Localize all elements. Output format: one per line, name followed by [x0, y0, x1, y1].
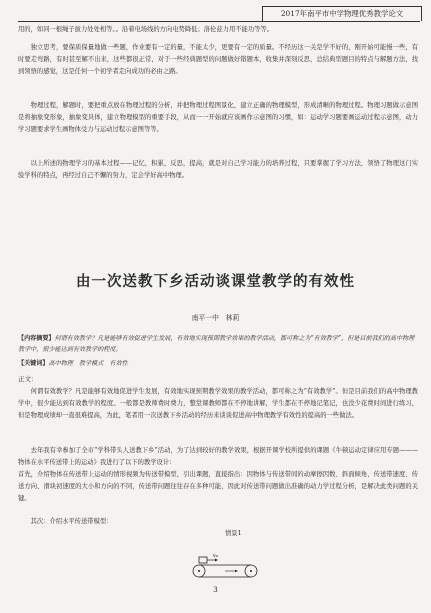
body-paragraph-1: 何谓有效教学？凡是能够有效地促进学生发展，有效地实现预期教学效果的教学活动，都可称之为“有效教学”。但是目前我们的高中物理教学中，很少能达到有效教学的程度。一般都是教师费时费力，整堂课教师都在不停地讲解，学生都在不停地记笔记，也没少花费时间进行练习，但是物理成绩却一直很难提高，为此，笔者用一次送教下乡活动的经历来谈谈促进高中物理教学有效性的提高的一些做法。 — [18, 388, 418, 419]
paragraph-process: 物理过程，解题时，要把重点放在物理过程的分析，并把物理过程图景化，建立正确的物理模型，形成清晰的物理过程。物理习题做示意图是将抽象变形象，抽象变具体，建立物理模型的重要手段，从而一一开始就应该画作示意图的习惯，如：运动学习题要画运动过程示意图，动力学习题要求学生画物体受力与运动过程示意图等等。 — [18, 102, 418, 133]
abstract-text: 何谓有效教学？凡是能够有效促进学生发展，有效地实现预期教学效果的教学活动，都可称之为“有效教学”，但是目前我们的高中物理教学中，很少能达到有效教学的程度。 — [18, 335, 415, 354]
paragraph-continuation: 用的，如同一根绳子拔力处处相等。。沿着电场线的方向电势降低；洛伦兹力用不能功等等。 — [18, 26, 274, 33]
abstract — [18, 333, 418, 355]
keywords-text: 高中物理 教学模式 有效性 — [48, 360, 128, 367]
keywords-label: 【关键词】 — [18, 360, 49, 367]
running-header: 2017年南平市中学物理优秀教学论文 — [262, 6, 422, 21]
initial-velocity-label: v₀ — [213, 553, 218, 559]
page-number: 3 — [213, 586, 218, 594]
body-paragraph-2: 去年我有幸参加了全市“学科带头人送教下乡”活动，为了达到较好的教学效果，根据开课学校所提供的课题《牛顿运动定律应用专题———物体在水平传送带上的运动》我进行了以下的教学设计： — [18, 447, 418, 466]
body-heading: 正文： — [18, 375, 38, 383]
article-title: 由一次送教下乡活动谈课堂教学的有效性 — [76, 274, 355, 290]
paragraph-summary: 以上所述的物理学习的基本过程——记忆，积累，反思，提高，就是对自己学习能力的培养过程，只要掌握了学习方法，领悟了物理这门实验学科的特点，再经过自己不懈的努力，定会学好高中物理。 — [18, 160, 418, 179]
body-paragraph-3: 首先，介绍物体在传送带上运动的情形视频为传送带模型，引出课题，直接指出：因物体与传送带间的动摩擦因数、斜面倾角、传送带速度、传送方向、滑块初速度的大小和方向的不同，传送带问题往往存在多种可能，因此对传送带问题做出准确的动力学过程分析，是解决此类问题的关键。 — [18, 471, 418, 502]
keywords — [18, 358, 128, 367]
body-paragraph-4: 其次：介绍水平传送带模型： — [30, 518, 113, 525]
abstract-label: 【内容摘要】 — [18, 335, 55, 342]
paragraph-practice: 独立思考，要保质保量地做一些题，作业要有一定的量，不能太少，更要有一定的质量。不经历这一关是学不好的，刚开始可能慢一些，有时要走弯路，有时甚至解不出来，这些都很正常，对于一些经典题型的问题做好错题本，收集并深刻反思，总结典型题目的特点与解题方法，找到领悟的感觉，这是任何一个初学者走向成功的必由之路。 — [18, 44, 418, 75]
figure-label: 情景1 — [225, 530, 242, 537]
header-rule — [18, 21, 420, 22]
article-authors: 南平一中 林莉 — [191, 314, 240, 322]
